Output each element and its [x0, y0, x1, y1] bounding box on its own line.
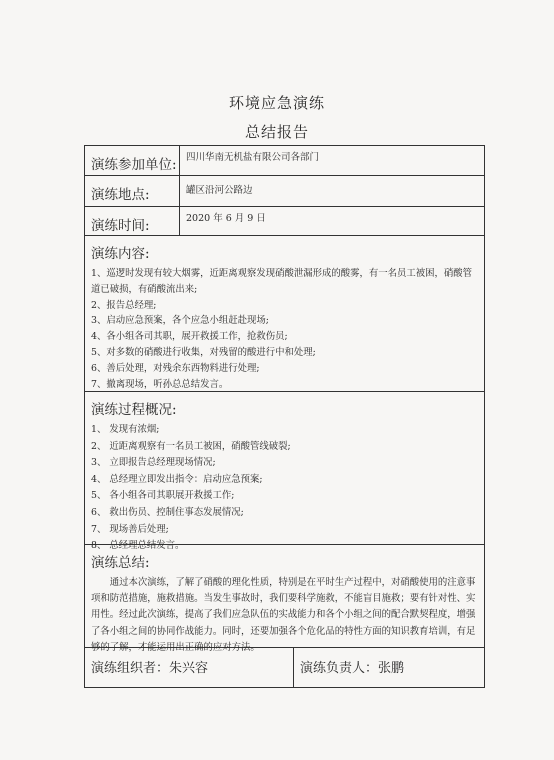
leader-field: 演练负责人：张鹏 — [300, 661, 405, 676]
location-row — [85, 176, 484, 207]
process-heading: 演练过程概况: — [91, 402, 177, 418]
location-label: 演练地点: — [85, 176, 180, 206]
list-item: 2、 近距离观察有一名员工被困，硝酸管线破裂; — [91, 440, 291, 452]
content-heading: 演练内容: — [91, 246, 150, 262]
list-item: 7、 现场善后处理; — [91, 523, 169, 535]
list-item: 4、 总经理立即发出指令：启动应急预案; — [91, 473, 263, 485]
unit-row — [85, 146, 484, 176]
process-list — [91, 422, 476, 555]
list-item: 3、 立即报告总经理现场情况; — [91, 457, 216, 469]
document-title: 环境应急演练 — [228, 94, 325, 112]
list-item: 6、善后处理，对残余东西物料进行处理; — [91, 362, 260, 374]
unit-value: 四川华南无机盐有限公司各部门 — [186, 152, 320, 163]
list-item: 5、对多数的硝酸进行收集，对残留的酸进行中和处理; — [91, 346, 316, 358]
list-item: 2、报告总经理; — [91, 299, 157, 311]
organizer-field: 演练组织者：朱兴容 — [85, 648, 294, 687]
list-item: 3、启动应急预案，各个应急小组赶赴现场; — [91, 315, 269, 327]
signature-row — [85, 648, 484, 687]
list-item: 5、 各小组各司其职展开救援工作; — [91, 490, 235, 502]
list-item: 1、巡逻时发现有较大烟雾，近距离观察发现硝酸泄漏形成的酸雾，有一名员工被困，硝酸管道已破损，有硝酸流出来; — [91, 268, 472, 295]
time-label: 演练时间: — [85, 207, 180, 235]
summary-text: 通过本次演练，了解了硝酸的理化性质，特别是在平时生产过程中，对硝酸使用的注意事项和防范措施，施救措施。当发生事故时，我们要科学施救，不能盲目施救；要有针对性、实用性。经过此次演练，提高了我们应急队伍的实战能力和各个小组之间的配合默契程度，增强了各小组之间的协同作战能力。同时，还要加强各个危化品的特性方面的知识教育培训，有足够的了解，才能运用出正确的应对方法。 — [91, 577, 476, 653]
summary-heading: 演练总结: — [91, 555, 150, 571]
time-row — [85, 207, 484, 236]
process-section — [85, 392, 484, 552]
location-value: 罐区沿河公路边 — [186, 185, 253, 196]
list-item: 7、撤离现场，听孙总总结发言。 — [91, 378, 229, 390]
content-list — [91, 266, 476, 392]
content-section — [85, 236, 484, 392]
summary-section — [85, 545, 484, 653]
list-item: 1、 发现有浓烟; — [91, 424, 160, 435]
unit-label: 演练参加单位: — [85, 146, 180, 175]
list-item: 8、 总经理总结发言。 — [91, 540, 185, 552]
list-item: 6、 救出伤员、控制住事态发展情况; — [91, 506, 244, 518]
list-item: 4、各小组各司其职，展开救援工作，抢救伤员; — [91, 331, 288, 343]
report-form — [84, 145, 485, 688]
time-value: 2020 年 6 月 9 日 — [186, 213, 266, 224]
document-subtitle: 总结报告 — [244, 123, 309, 141]
